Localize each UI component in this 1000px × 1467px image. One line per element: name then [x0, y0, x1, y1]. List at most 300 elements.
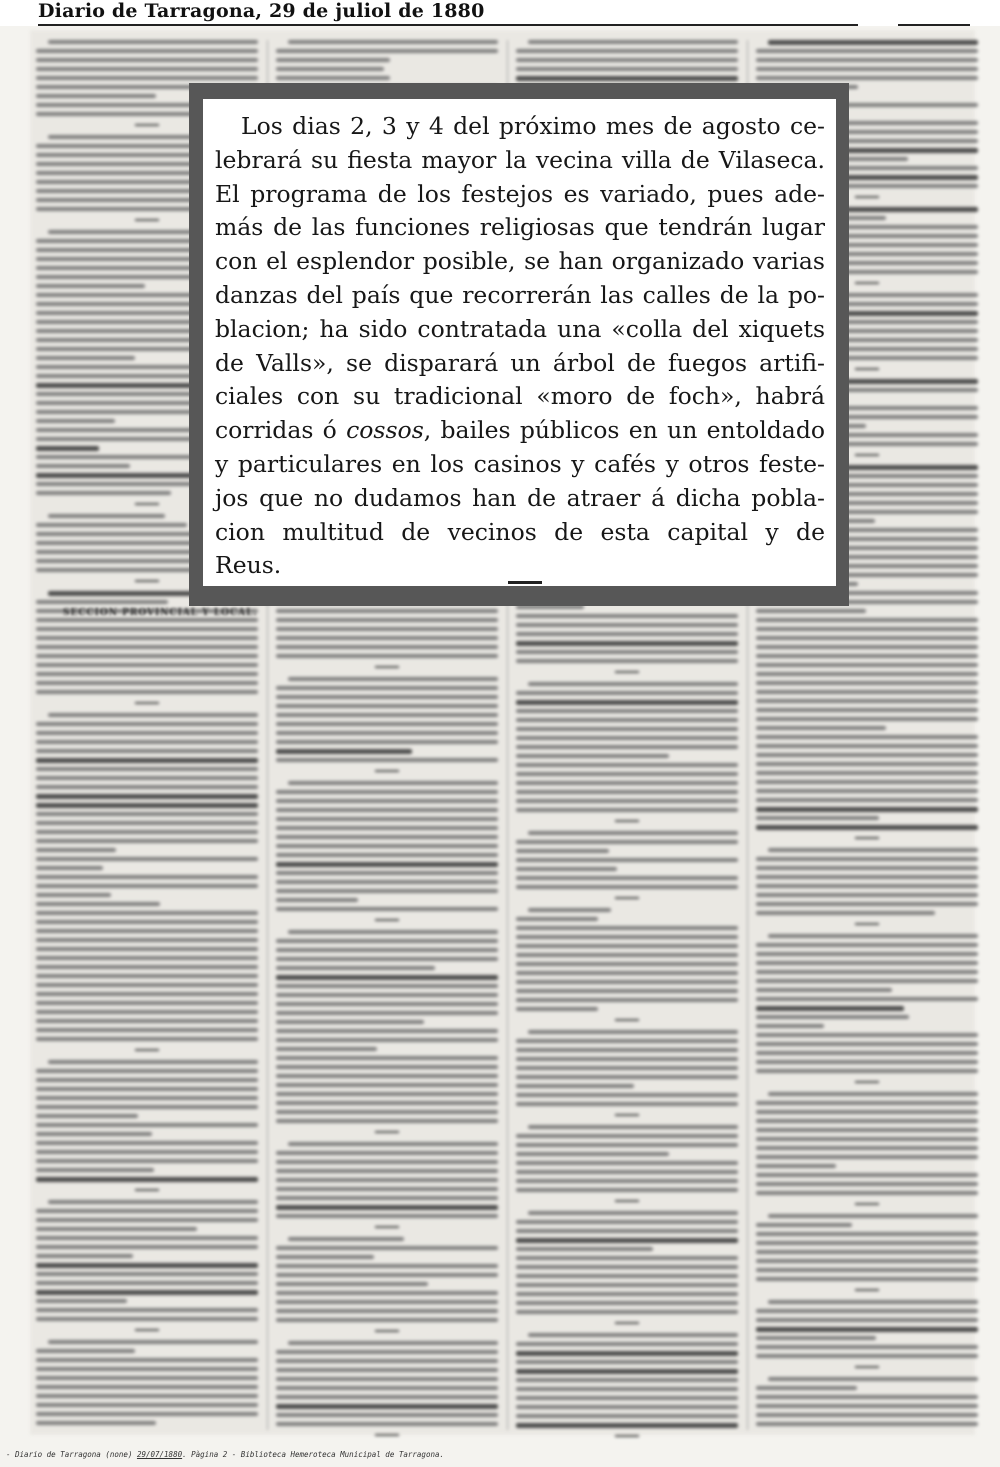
article-text [215, 110, 825, 583]
blurred-text-line [756, 1110, 978, 1114]
paragraph-divider [855, 282, 879, 284]
blurred-text-line [516, 1369, 738, 1374]
newspaper-title: Diario de Tarragona, 29 de juliol de 1880 [38, 0, 485, 22]
blurred-text-line [756, 1155, 978, 1159]
italic-word: cossos [346, 416, 424, 445]
blurred-text-line [516, 885, 738, 889]
blurred-text-line [516, 1161, 738, 1165]
blurred-text-line [48, 713, 258, 717]
blurred-text-line [276, 1273, 498, 1277]
blurred-text-line [276, 835, 498, 839]
blurred-text-line [36, 58, 258, 62]
blurred-text-line [36, 839, 258, 843]
blurred-text-line [756, 1015, 909, 1019]
footer-citation [6, 1450, 444, 1459]
blurred-text-line [276, 1300, 498, 1304]
blurred-text-line [768, 1092, 978, 1096]
blurred-text-line [768, 40, 978, 45]
blurred-text-line [516, 1170, 738, 1174]
blurred-text-line [756, 1006, 904, 1011]
blurred-text-line [756, 816, 879, 820]
blurred-text-line [36, 884, 258, 888]
blurred-text-line [516, 998, 738, 1002]
blurred-text-line [36, 1132, 152, 1136]
blurred-text-line [276, 984, 498, 988]
blurred-text-line [516, 727, 738, 731]
blurred-text-line [756, 902, 978, 906]
blurred-text-line [36, 1245, 258, 1249]
article-line: Reus. [215, 551, 282, 580]
blurred-text-line [756, 654, 978, 658]
blurred-text-line [276, 749, 412, 754]
blurred-text-line [276, 1196, 498, 1200]
blurred-text-line [36, 681, 258, 685]
blurred-text-line [276, 1282, 428, 1286]
blurred-text-line [276, 853, 498, 857]
blurred-text-line [756, 1354, 978, 1358]
blurred-text-line [288, 1142, 498, 1146]
blurred-text-line [768, 1214, 978, 1218]
blurred-text-line [756, 1101, 978, 1105]
blurred-text-line [36, 1078, 258, 1082]
blurred-text-line [36, 749, 258, 753]
blurred-text-line [516, 944, 738, 948]
blurred-text-line [36, 636, 258, 640]
article-line: ciales con su tradicional «moro de foch», habrá [215, 382, 825, 411]
blurred-text-line [756, 1241, 978, 1245]
blurred-text-line [36, 672, 258, 676]
paragraph-divider [135, 1189, 159, 1191]
article-line [215, 414, 825, 448]
blurred-text-line [516, 858, 738, 862]
blurred-text-line [516, 1229, 738, 1233]
blurred-text-line [36, 1105, 258, 1109]
blurred-text-line [36, 740, 258, 744]
blurred-text-line [516, 1093, 738, 1097]
blurred-text-line [768, 848, 978, 852]
blurred-text-line [276, 826, 498, 830]
blurred-text-line [516, 1405, 738, 1409]
blurred-text-line [36, 938, 258, 942]
blurred-text-line [756, 618, 978, 622]
blurred-text-line [756, 988, 892, 992]
blurred-text-line [36, 446, 99, 451]
blurred-text-line [36, 1114, 138, 1118]
blurred-text-line [276, 609, 498, 613]
blurred-text-line [276, 1422, 498, 1426]
blurred-text-line [36, 284, 145, 288]
blurred-text-line [516, 736, 738, 740]
article-line: El programa de los festejos es variado, pues ade- [215, 179, 825, 208]
blurred-text-line [528, 1030, 738, 1034]
blurred-text-line [36, 848, 116, 852]
paragraph-divider [855, 837, 879, 839]
blurred-text-line [516, 1265, 738, 1269]
blurred-text-line [276, 1413, 498, 1417]
blurred-text-line [516, 781, 738, 785]
blurred-text-line [36, 1299, 127, 1303]
blurred-text-line [36, 785, 258, 789]
blurred-text-line [516, 1238, 738, 1243]
paragraph-divider [375, 1131, 399, 1133]
blurred-text-line [36, 1394, 258, 1398]
blurred-text-line [276, 1160, 498, 1164]
paragraph-divider [135, 702, 159, 704]
blurred-text-line [516, 772, 738, 776]
blurred-text-line [756, 690, 978, 694]
blurred-text-line [36, 1001, 258, 1005]
blurred-text-line [516, 926, 738, 930]
blurred-text-line [36, 1281, 258, 1285]
blurred-text-line [276, 636, 498, 640]
paragraph-divider [375, 919, 399, 921]
blurred-text-line [756, 762, 978, 766]
blurred-text-line [756, 979, 978, 983]
blurred-text-line [276, 1404, 498, 1409]
blurred-text-line [276, 1029, 498, 1033]
blurred-text-line [516, 1274, 738, 1278]
blurred-text-line [276, 862, 498, 867]
blurred-text-line [756, 58, 978, 62]
blurred-text-line [756, 1250, 978, 1254]
blurred-text-line [36, 731, 258, 735]
blurred-text-line [36, 902, 160, 906]
blurred-text-line [276, 880, 498, 884]
blurred-text-line [756, 1173, 978, 1177]
paragraph-divider [615, 1200, 639, 1202]
blurred-text-line [756, 1060, 978, 1064]
blurred-text-line [36, 1308, 258, 1312]
blurred-text-line [516, 849, 609, 853]
blurred-text-line [36, 67, 258, 71]
blurred-text-line [756, 1033, 978, 1037]
blurred-text-line [516, 790, 738, 794]
blurred-text-line [528, 682, 738, 686]
blurred-text-line [36, 1159, 258, 1163]
blurred-text-line [36, 663, 258, 667]
blurred-text-line [36, 1349, 135, 1353]
blurred-text-line [276, 871, 498, 875]
blurred-text-line [528, 1211, 738, 1215]
masthead-rule-right [898, 24, 970, 26]
blurred-text-line [36, 1385, 258, 1389]
blurred-text-line [756, 1395, 978, 1399]
blurred-text-line [288, 1237, 404, 1241]
blurred-text-line [276, 1214, 498, 1218]
blurred-text-line [756, 681, 978, 685]
blurred-text-line [36, 875, 258, 879]
masthead-rule-left [38, 24, 858, 26]
paragraph-divider [855, 368, 879, 370]
blurred-text-line [36, 1236, 258, 1240]
blurred-text-line [36, 1290, 258, 1295]
blurred-text-line [756, 893, 978, 897]
blurred-text-line [516, 1292, 738, 1296]
blurred-text-line [276, 1110, 498, 1114]
blurred-text-line [516, 935, 738, 939]
blurred-text-line [36, 49, 258, 53]
blurred-text-line [36, 76, 258, 80]
paragraph-divider [855, 1081, 879, 1083]
blurred-text-line [276, 898, 358, 902]
paragraph-divider [135, 219, 159, 221]
blurred-text-line [516, 971, 738, 975]
blurred-text-line [516, 49, 738, 53]
blurred-text-line [276, 58, 390, 62]
blurred-text-line [36, 947, 258, 951]
blurred-text-line [36, 974, 258, 978]
article-line: de Valls», se disparará un árbol de fuegos artifi- [215, 348, 825, 377]
blurred-text-line [36, 956, 258, 960]
blurred-text-line [276, 939, 498, 943]
blurred-text-line [36, 94, 156, 98]
blurred-text-line [516, 1066, 738, 1070]
blurred-text-line [276, 1377, 498, 1381]
blurred-text-line [276, 722, 498, 726]
blurred-text-line [276, 817, 498, 821]
blurred-text-line [276, 1187, 498, 1191]
blurred-text-line [516, 840, 738, 844]
blurred-text-line [756, 1413, 978, 1417]
blurred-text-line [516, 1134, 738, 1138]
blurred-text-line [36, 1096, 258, 1100]
blurred-text-line [36, 1010, 258, 1014]
blurred-text-line [36, 1177, 258, 1182]
article-line: jos que no dudamos han de atraer á dicha pobla- [215, 483, 825, 512]
article-line: blacion; ha sido contratada una «colla del xiquets [215, 314, 825, 343]
blurred-text-line [36, 893, 111, 897]
blurred-text-line [276, 1020, 424, 1024]
blurred-text-line [756, 970, 978, 974]
blurred-text-line [516, 1152, 669, 1156]
blurred-text-line [756, 1042, 978, 1046]
blurred-text-line [516, 989, 738, 993]
blurred-text-line [756, 1318, 978, 1322]
blurred-text-line [756, 699, 978, 703]
blurred-text-line [756, 1259, 978, 1263]
blurred-text-line [36, 929, 258, 933]
blurred-text-line [516, 1057, 738, 1061]
blurred-text-line [36, 758, 258, 763]
blurred-text-line [36, 1254, 133, 1258]
blurred-text-line [276, 686, 498, 690]
blurred-text-line [756, 1191, 978, 1195]
blurred-text-line [276, 695, 498, 699]
blurred-text-line [768, 1377, 978, 1381]
blurred-text-line [36, 523, 187, 527]
footer-prefix: - Diario de Tarragona (none) [6, 1450, 137, 1459]
blurred-text-line [756, 866, 978, 870]
blurred-text-line [276, 1350, 498, 1354]
blurred-text-line [756, 943, 978, 947]
blurred-text-line [48, 1060, 258, 1064]
blurred-text-line [36, 356, 135, 360]
blurred-text-line [516, 614, 738, 618]
blurred-text-line [276, 713, 498, 717]
blurred-text-line [288, 1341, 498, 1345]
blurred-text-line [276, 1318, 498, 1322]
blurred-text-line [276, 1368, 498, 1372]
blurred-text-line [48, 1340, 258, 1344]
blurred-text-line [36, 1141, 258, 1145]
blurred-text-line [516, 980, 738, 984]
blurred-text-line [756, 735, 978, 739]
blurred-text-line [756, 875, 978, 879]
paragraph-divider [615, 897, 639, 899]
blurred-text-line [756, 1137, 978, 1141]
blurred-text-line [516, 659, 738, 663]
blurred-text-line [276, 844, 498, 848]
blurred-text-line [276, 67, 384, 71]
blurred-text-line [288, 930, 498, 934]
blurred-text-line [756, 1164, 836, 1168]
blurred-text-line [516, 709, 738, 713]
blurred-text-line [276, 889, 498, 893]
blurred-text-line [36, 983, 258, 987]
blurred-text-line [756, 825, 978, 830]
blurred-text-line [516, 632, 738, 636]
blurred-text-line [276, 1101, 498, 1105]
blurred-text-line [276, 1011, 498, 1015]
blurred-text-line [36, 1218, 258, 1222]
blurred-text-line [36, 419, 115, 423]
blurred-text-line [36, 1019, 258, 1023]
blurred-text-line [756, 663, 978, 667]
paragraph-divider [135, 124, 159, 126]
blurred-text-line [756, 1232, 978, 1236]
blurred-text-line [756, 961, 978, 965]
blurred-text-line [516, 867, 617, 871]
blurred-text-line [528, 1333, 738, 1337]
blurred-text-line [756, 76, 978, 80]
blurred-text-line [756, 1182, 978, 1186]
blurred-text-line [276, 1359, 498, 1363]
blurred-text-line [516, 1283, 738, 1287]
article-end-divider [508, 581, 542, 584]
blurred-text-line [36, 618, 258, 622]
blurred-text-line [36, 1263, 258, 1268]
blurred-text-line [36, 1412, 258, 1416]
blurred-text-line [516, 1143, 738, 1147]
blurred-text-line [516, 1039, 738, 1043]
blurred-text-line [756, 789, 978, 793]
paragraph-divider [615, 1435, 639, 1437]
blurred-text-line [276, 907, 498, 911]
blurred-text-line [756, 807, 978, 812]
blurred-text-line [516, 641, 738, 646]
paragraph-divider [855, 923, 879, 925]
blurred-text-line [516, 1351, 738, 1356]
blurred-text-line [276, 49, 498, 53]
article-line-start: corridas ó [215, 416, 347, 445]
blurred-text-line [48, 40, 258, 44]
blurred-text-line [516, 1342, 738, 1346]
paragraph-divider [135, 580, 159, 582]
blurred-text-line [516, 1310, 738, 1314]
blurred-text-line [276, 1246, 498, 1250]
blurred-text-line [276, 1169, 498, 1173]
footer-date: 29/07/1880 [136, 1450, 183, 1459]
blurred-text-line [516, 1360, 738, 1364]
blurred-text-line [516, 1378, 738, 1382]
blurred-text-line [756, 1336, 876, 1340]
blurred-text-line [276, 627, 498, 631]
blurred-text-line [516, 650, 738, 654]
blurred-text-line [36, 767, 258, 771]
blurred-text-line [756, 1386, 857, 1390]
blurred-text-line [516, 1048, 738, 1052]
blurred-text-line [276, 993, 498, 997]
blurred-text-line [528, 1125, 738, 1129]
blurred-text-line [288, 781, 498, 785]
paragraph-divider [375, 770, 399, 772]
blurred-text-line [36, 1272, 258, 1276]
blurred-text-line [756, 1404, 978, 1408]
blurred-text-line [756, 1128, 978, 1132]
blurred-text-line [516, 1188, 738, 1192]
blurred-text-line [516, 808, 738, 812]
blurred-text-line [276, 618, 498, 622]
blurred-text-line [756, 1119, 978, 1123]
masthead [0, 0, 1000, 26]
blurred-text-line [276, 790, 498, 794]
blurred-text-line [276, 758, 498, 762]
blurred-text-line [756, 753, 978, 757]
paragraph-divider [135, 1329, 159, 1331]
blurred-text-line [36, 866, 103, 870]
blurred-text-line [276, 1002, 498, 1006]
paragraph-divider [855, 196, 879, 198]
article-line: Los dias 2, 3 y 4 del próximo mes de agosto ce- [241, 112, 825, 140]
blurred-text-line [756, 1024, 824, 1028]
blurred-text-line [36, 920, 258, 924]
blurred-text-line [276, 808, 498, 812]
blurred-text-line [768, 1300, 978, 1304]
blurred-text-line [276, 1038, 498, 1042]
blurred-text-line [36, 965, 258, 969]
paragraph-divider [855, 454, 879, 456]
blurred-text-line [756, 1327, 978, 1332]
blurred-text-line [36, 1069, 258, 1073]
blurred-text-line [528, 40, 738, 44]
blurred-text-line [36, 600, 168, 604]
blurred-text-line [756, 857, 978, 861]
paragraph-divider [375, 1226, 399, 1228]
paragraph-divider [135, 503, 159, 505]
blurred-text-line [276, 1047, 377, 1051]
paragraph-divider [375, 1434, 399, 1436]
paragraph-divider [375, 1330, 399, 1332]
blurred-text-line [756, 744, 978, 748]
blurred-text-line [276, 1056, 498, 1060]
blurred-text-line [36, 654, 258, 658]
blurred-text-line [276, 731, 498, 735]
blurred-text-line [756, 884, 978, 888]
blurred-text-line [276, 1119, 498, 1123]
blurred-text-line [36, 1087, 258, 1091]
blurred-text-line [36, 821, 258, 825]
blurred-text-line [756, 67, 978, 71]
blurred-text-line [756, 1146, 978, 1150]
blurred-text-line [516, 962, 738, 966]
blurred-text-line [36, 992, 258, 996]
blurred-text-line [276, 654, 498, 658]
blurred-text-line [756, 780, 978, 784]
blurred-text-line [36, 911, 258, 915]
blurred-text-line [36, 645, 258, 649]
blurred-text-line [516, 58, 738, 62]
blurred-text-line [276, 1205, 498, 1210]
